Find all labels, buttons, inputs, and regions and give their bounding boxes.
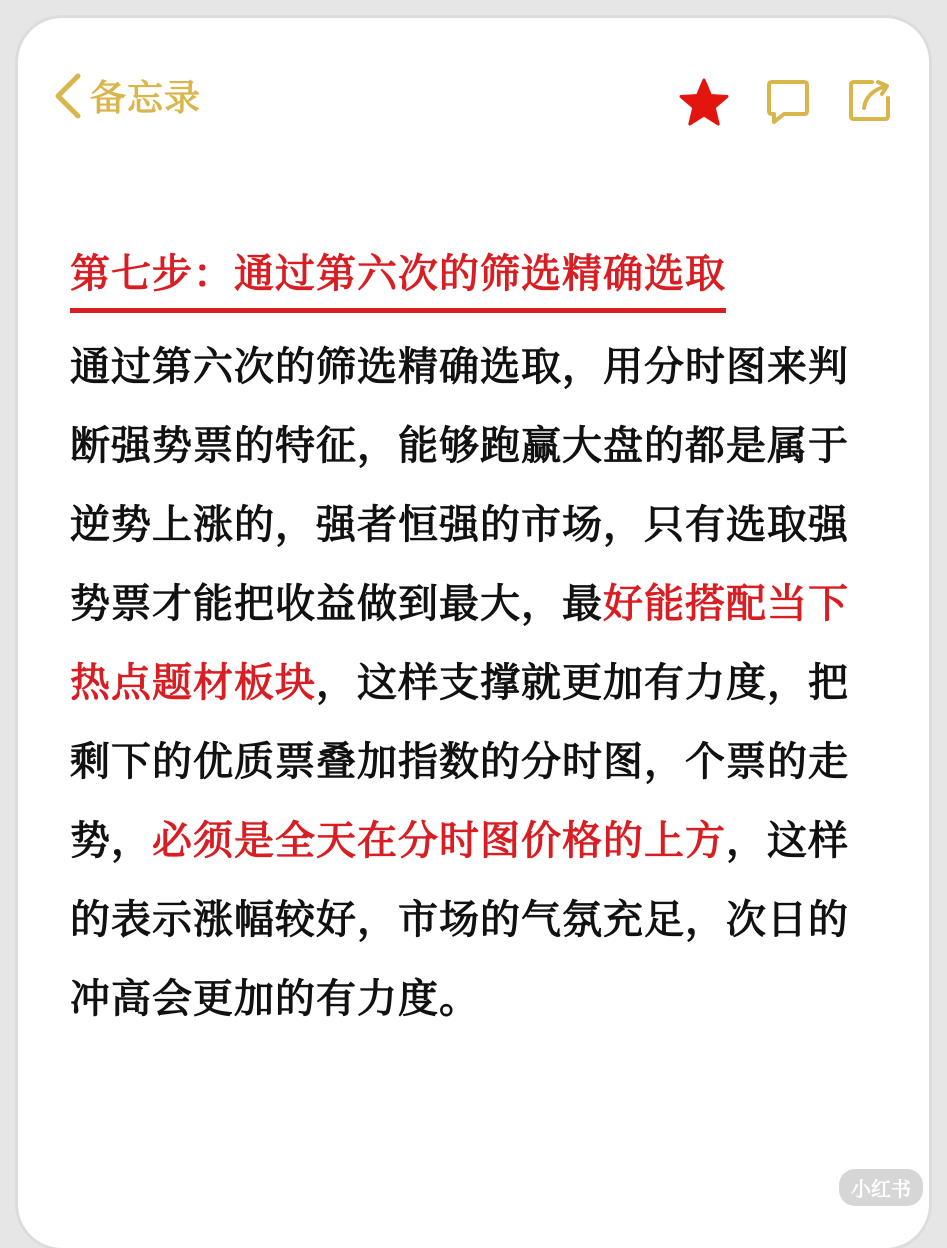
body-highlight-segment: 好能搭配当下热点题材板块 [70,580,849,706]
back-chevron-icon [52,72,84,120]
comment-button[interactable] [766,78,810,126]
comment-icon [766,78,810,126]
body-text-segment: ，这样支撑就更加有力度，把剩下的优质票叠加指数的分时图，个票的走势， [70,659,849,864]
back-label: 备忘录 [90,78,202,119]
note-body [70,327,870,1038]
edit-share-icon [848,78,892,122]
body-highlight-segment: 必须是全天在分时图价格的上方 [152,817,726,864]
top-nav-bar [18,18,929,148]
star-button[interactable] [678,78,730,126]
watermark-logo: 小红书 [839,1169,923,1206]
star-icon [678,78,730,126]
body-text-segment: ，这样的表示涨幅较好，市场的气氛充足，次日的冲高会更加的有力度。 [70,817,849,1022]
note-content [70,246,870,1038]
note-card [18,18,929,1248]
note-title: 第七步：通过第六次的筛选精确选取 [70,246,726,313]
body-text-segment: 通过第六次的筛选精确选取，用分时图来判断强势票的特征，能够跑赢大盘的都是属于逆势上涨的，强者恒强的市场，只有选取强势票才能把收益做到最大，最 [70,343,849,627]
back-button[interactable] [52,70,201,121]
edit-button[interactable] [848,78,892,122]
